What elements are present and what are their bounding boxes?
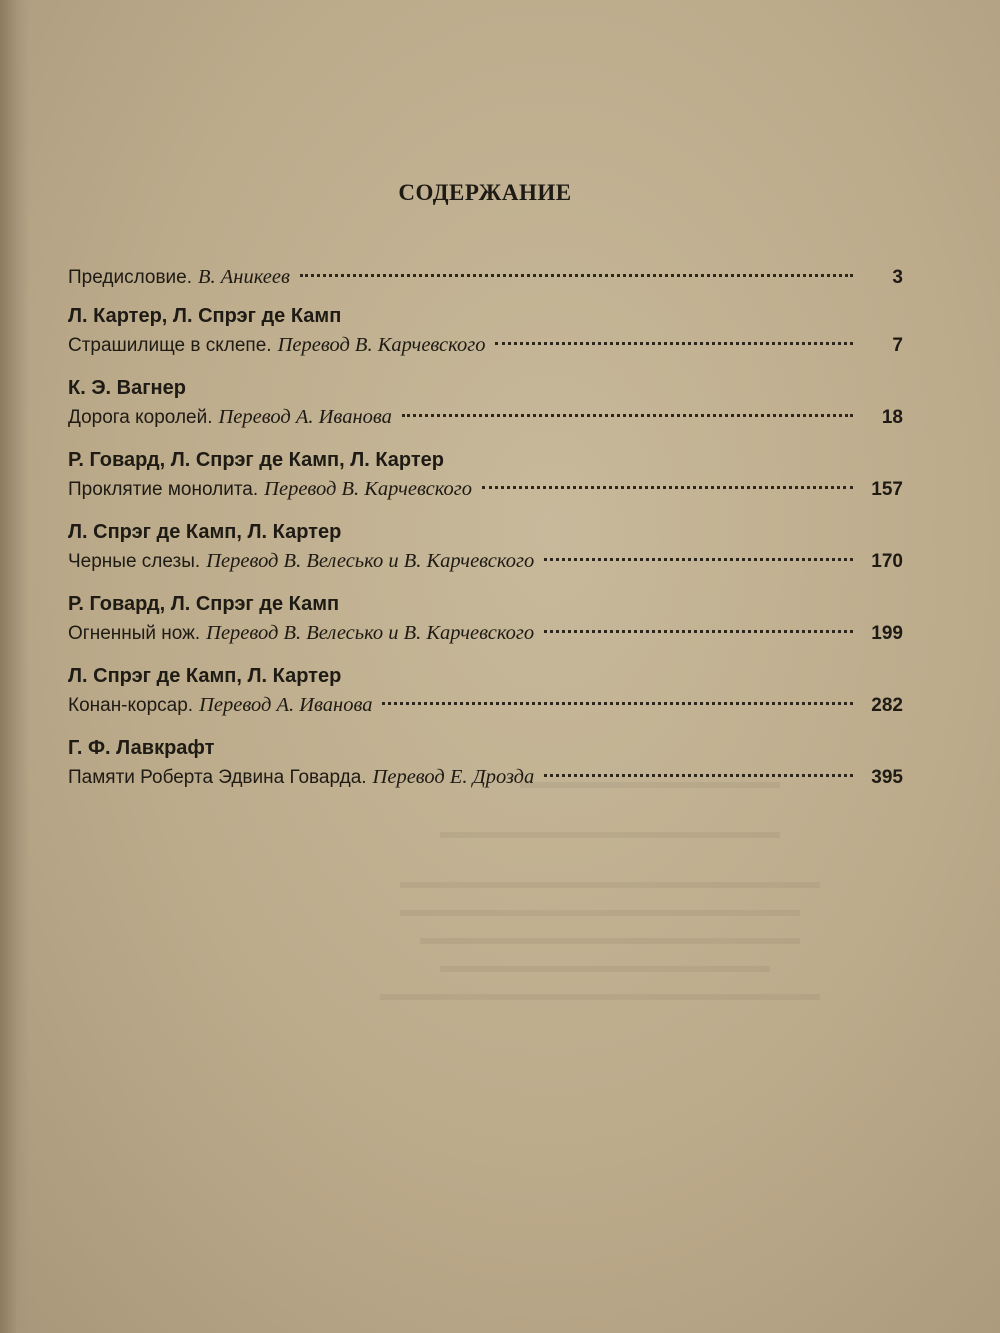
toc-line [68,474,903,504]
page-number: 395 [871,767,903,788]
page-number: 170 [871,551,903,572]
dot-leader [482,486,853,489]
credit: В. Аникеев [198,266,290,288]
toc-entry [68,590,903,648]
credit: Перевод В. Велесько и В. Карчевского [206,550,535,572]
credit: Перевод В. Карчевского [277,334,486,356]
work-title: Предисловие. [68,267,192,288]
work-title: Страшилище в склепе. [68,335,272,356]
work-title: Огненный нож. [68,623,201,644]
credit: Перевод В. Велесько и В. Карчевского [206,622,535,644]
work-title: Черные слезы. [68,551,201,572]
page-number: 18 [881,407,903,428]
show-through-texture [380,760,900,1230]
author-line: К. Э. Вагнер [68,377,186,399]
page-number: 199 [871,623,903,644]
toc-entry [68,262,903,292]
page-number: 7 [892,335,903,356]
toc-line [68,618,903,648]
page-number: 3 [892,267,903,288]
toc-entry [68,374,903,432]
toc-line [68,402,903,432]
table-of-contents [68,262,903,806]
toc-entry [68,446,903,504]
credit: Перевод Е. Дрозда [372,766,535,788]
page-spine-shadow [0,0,30,1333]
toc-line [68,330,903,360]
credit: Перевод А. Иванова [218,406,392,428]
dot-leader [544,558,853,561]
work-title: Конан-корсар. [68,695,194,716]
dot-leader [402,414,853,417]
dot-leader [544,774,853,777]
toc-entry [68,734,903,792]
work-title: Дорога королей. [68,407,213,428]
author-line: Л. Картер, Л. Спрэг де Камп [68,305,342,327]
toc-line [68,546,903,576]
dot-leader [495,342,853,345]
toc-entry [68,662,903,720]
dot-leader [544,630,853,633]
page-number: 282 [871,695,903,716]
dot-leader [300,274,853,277]
toc-line [68,262,903,292]
page-number: 157 [871,479,903,500]
toc-line [68,762,903,792]
toc-entry [68,302,903,360]
dot-leader [382,702,853,705]
toc-line [68,690,903,720]
work-title: Памяти Роберта Эдвина Говарда. [68,767,367,788]
page-title: СОДЕРЖАНИЕ [398,180,572,205]
work-title: Проклятие монолита. [68,479,259,500]
author-line: Р. Говард, Л. Спрэг де Камп, Л. Картер [68,449,444,471]
credit: Перевод А. Иванова [199,694,373,716]
author-line: Л. Спрэг де Камп, Л. Картер [68,665,342,687]
toc-entry [68,518,903,576]
credit: Перевод В. Карчевского [264,478,473,500]
author-line: Г. Ф. Лавкрафт [68,737,215,759]
author-line: Л. Спрэг де Камп, Л. Картер [68,521,342,543]
author-line: Р. Говард, Л. Спрэг де Камп [68,593,340,615]
